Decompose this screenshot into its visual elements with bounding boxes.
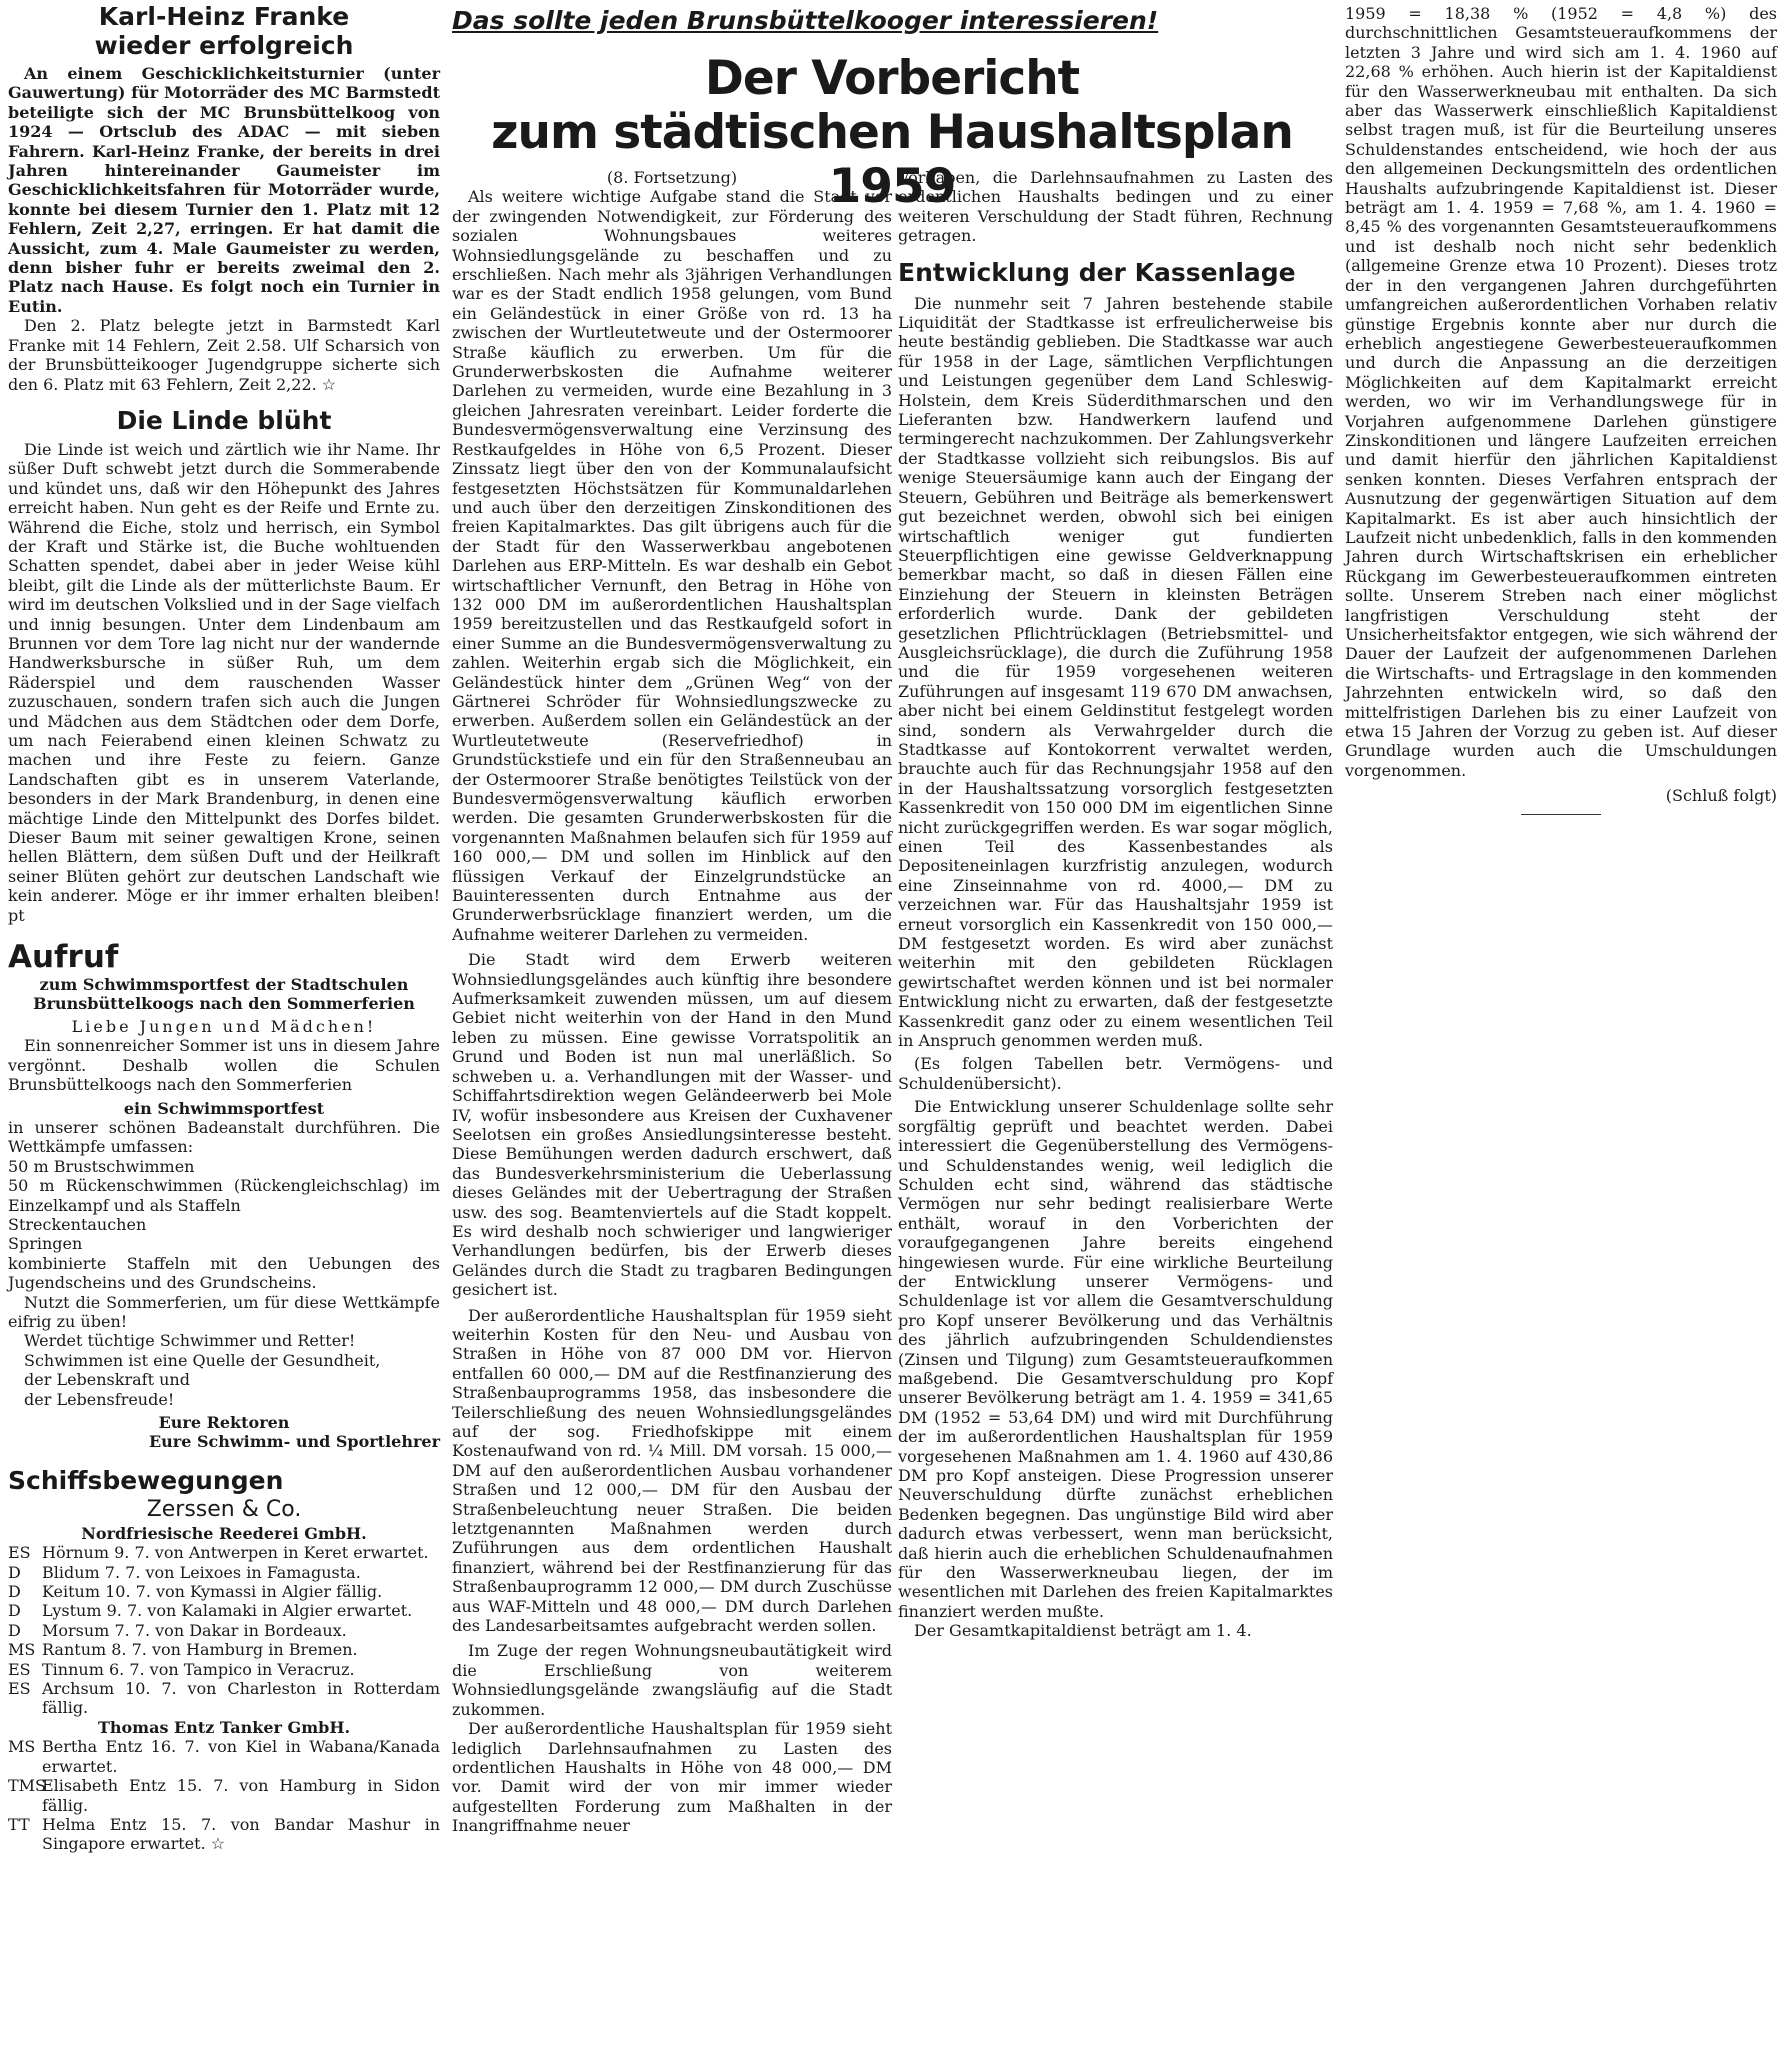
list-item: D Blidum 7. 7. von Leixoes in Famagusta. <box>8 1562 361 1582</box>
list-item: TMS Elisabeth Entz 15. 7. von Hamburg in Sidon fällig. <box>8 1776 440 1815</box>
list-item: 50 m Brustschwimmen <box>8 1156 195 1176</box>
list-item: ES Tinnum 6. 7. von Tampico in Veracruz. <box>8 1659 355 1679</box>
end-rule <box>1521 814 1601 815</box>
aufruf-signature-2: Eure Schwimm- und Sportlehrer <box>148 1432 440 1452</box>
kicker-line: Das sollte jeden Brunsbüttelkooger interessieren! <box>452 6 1159 35</box>
schiffs-company-2: Thomas Entz Tanker GmbH. <box>97 1717 351 1737</box>
article-paragraph: Der außerordentliche Haushaltsplan für 1959 sieht weiterhin Kosten für den Neu- und Ausbau von Straßen in Höhe von 87 000 DM vor. Hiervon entfallen 60 000,— DM auf die Restfinanzierung des Straßenbauprogramms 1958, das insbesondere die Teilerschließung des neuen Wohnsiedlungsgeländes auf der sog. Friedhofskippe mit einem Kostenaufwand von rd. ¼ Mill. DM vorsah. 15 000,— DM auf den außerordentlichen Ausbau vorhandener Straßen und 12 000,— DM für den Ausbau der Straßenbeleuchtung neuer Straßen. Die beiden letztgenannten Maßnahmen werden durch Zuführungen aus dem ordentlichen Haushalt finanziert, während bei der Restfinanzierung für das Straßenbauprogramm 12 000,— DM durch Zuschüsse aus WAF-Mitteln und 48 000,— DM durch Darlehen des Landesarbeitsamtes aufgebracht werden sollen. <box>452 1305 892 1636</box>
headline-line2: zum städtischen Haushaltsplan 1959 <box>491 105 1293 214</box>
article-paragraph: Als weitere wichtige Aufgabe stand die Stadt vor der zwingenden Notwendigkeit, zur Förderung des sozialen Wohnungsbaues weiteres Wohnsiedlungsgelände zu beschaffen und zu erschließen. Nach mehr als 3jährigen Verhandlungen war es der Stadt endlich 1958 gelungen, vom Bund ein Geländestück in einer Größe von rd. 13 ha zwischen der Wurtleutetweute und der Ostermoorer Straße käuflich zu erwerben. Um für die Grunderwerbskosten die Aufnahme weiterer Darlehen zu vermeiden, wurde eine Bezahlung in 3 gleichen Jahresraten vereinbart. Leider forderte die Bundesvermögensverwaltung eine Verzinsung des Restkaufgeldes in Höhe von 6,5 Prozent. Dieser Zinssatz liegt über den von der Kommunalaufsicht festgesetzten Höchstsätzen für Kommunaldarlehen und auch über den derzeitigen Zinskonditionen des freien Kapitalmarktes. Das gilt übrigens auch für die der Stadt für den Wasserwerkbau angebotenen Darlehen aus ERP-Mitteln. Es war deshalb ein Gebot wirtschaftlicher Vernunft, den Betrag in Höhe von 132 000 DM im außerordentlichen Haushaltsplan 1959 bereitzustellen und das Restkaufgeld sofort in einer Summe an die Bundesvermögensverwaltung zu zahlen. Weiterhin ergab sich die Möglichkeit, ein Geländestück hinter dem „Grünen Weg“ von der Gärtnerei Schröder für Wohnsiedlungszwecke zu erwerben. Außerdem sollen ein Geländestück an der Wurtleutetweute (Reservefriedhof) in Grundstückstiefe und ein für den Straßenneubau an der Ostermoorer Straße benötigtes Teilstück von der Bundesvermögensverwaltung käuflich erworben werden. Die gesamten Grunderwerbskosten für die vorgenannten Maßnahmen belaufen sich für 1959 auf 160 000,— DM und sollen im Hinblick auf den flüssigen Verkauf der Einzelgrundstücke an Bauinteressenten durch Entnahme aus der Grunderwerbsrücklage finanziert werden, um die Aufnahme weiterer Darlehen zu vermeiden. <box>452 187 892 944</box>
left-column <box>8 0 440 1854</box>
aufruf-greeting: Liebe Jungen und Mädchen! <box>71 1016 377 1036</box>
franke-headline <box>8 2 440 60</box>
list-item: MS Bertha Entz 16. 7. von Kiel in Wabana/Kanada erwartet. <box>8 1737 440 1776</box>
franke-title-line2: wieder erfolgreich <box>94 31 354 60</box>
article-column-2 <box>898 168 1333 1641</box>
list-item: D Lystum 9. 7. von Kalamaki in Algier erwartet. <box>8 1601 413 1621</box>
aufruf-title: Aufruf <box>8 939 119 976</box>
list-item: TT Helma Entz 15. 7. von Bandar Mashur in Singapore erwartet. ☆ <box>8 1814 440 1854</box>
ship-list-1 <box>8 1543 440 1718</box>
list-item: D Morsum 7. 7. von Dakar in Bordeaux. <box>8 1620 347 1640</box>
article-column-1 <box>452 168 892 1836</box>
table-note: (Es folgen Tabellen betr. Vermögens- und Schuldenübersicht). <box>898 1054 1333 1093</box>
linde-title: Die Linde blüht <box>116 405 332 435</box>
list-item: Streckentauchen <box>8 1214 147 1234</box>
continuation-note: (8. Fortsetzung) <box>606 168 738 187</box>
headline-line1: Der Vorbericht <box>704 51 1080 106</box>
list-item: MS Rantum 8. 7. von Hamburg in Bremen. <box>8 1640 358 1660</box>
aufruf-motto-line: Werdet tüchtige Schwimmer und Retter! <box>24 1331 356 1351</box>
aufruf-intro: Ein sonnenreicher Sommer ist uns in diesem Jahre vergönnt. Deshalb wollen die Schulen Brunsbüttelkoogs nach den Sommerferien <box>8 1036 440 1095</box>
list-item: 50 m Rückenschwimmen (Rückengleichschlag) im Einzelkampf und als Staffeln <box>8 1176 440 1215</box>
section-heading: Entwicklung der Kassenlage <box>898 257 1296 287</box>
aufruf-appeal: Nutzt die Sommerferien, um für diese Wettkämpfe eifrig zu üben! <box>8 1292 440 1331</box>
aufruf-signature-1: Eure Rektoren <box>158 1413 290 1432</box>
continued-note: (Schluß folgt) <box>1665 786 1777 806</box>
article-paragraph: Der außerordentliche Haushaltsplan für 1959 sieht lediglich Darlehnsaufnahmen zu Lasten des ordentlichen Haushalts in Höhe von 48 000,— DM vor. Damit wird der von mir immer wieder aufgestellten Forderung zum Maßhalten in der Inangriffnahme neuer <box>452 1719 892 1836</box>
list-item: Springen <box>8 1234 83 1254</box>
aufruf-discipline-list <box>8 1157 440 1293</box>
linde-body: Die Linde ist weich und zärtlich wie ihr Name. Ihr süßer Duft schwebt jetzt durch die Sommerabende und kündet uns, daß wir den Höhepunkt des Jahres erreicht haben. Nun geht es der Reife und Ernte zu. Während die Eiche, stolz und herrisch, ein Symbol der Kraft und Stärke ist, die Buche wohltuenden Schatten spendet, dabei aber in jeder Weise kühl bleibt, gilt die Linde als der mütterlichste Baum. Er wird im deutschen Volkslied und in der Sage vielfach und innig besungen. Unter dem Lindenbaum am Brunnen vor dem Tore lag nicht nur der wandernde Handwerksbursche in süßer Ruh, um dem Räderspiel und dem rauschenden Wasser zuzuschauen, sondern trafen sich auch die Jungen und Mädchen aus dem Städtchen oder dem Dorfe, um nach Feierabend einen kleinen Schwatz zu machen und ihre Feste zu feiern. Ganze Landschaften gibt es in unserem Vaterlande, besonders in der Mark Brandenburg, in denen eine mächtige Linde den Mittelpunkt des Dorfes bildet. Dieser Baum mit seiner gewaltigen Krone, seinen hellen Blättern, dem süßen Duft und der Heilkraft seiner Blüten gehört zur deutschen Landschaft wie kein anderer. Möge er ihr immer erhalten bleiben! pt <box>8 439 440 925</box>
schiffs-title: Schiffsbewegungen <box>8 1465 284 1495</box>
article-paragraph: Die Stadt wird dem Erwerb weiteren Wohnsiedlungsgeländes auch künftig ihre besondere Aufmerksamkeit zuwenden müssen, um auf diesem Gebiet nicht weiterhin von der Hand in den Mund leben zu müssen. Eine gewisse Vorratspolitik an Grund und Boden ist nun mal unerläßlich. So schweben u. a. Verhandlungen mit der Wasser- und Schiffahrtsdirektion wegen Geländeerwerb bei Mole IV, wofür insbesondere aus Kreisen der Cuxhavener Seelotsen ein großes Ansiedlungsinteresse besteht. Diese Bemühungen werden dadurch erschwert, daß das Bundesverkehrsministerium die Ueberlassung dieses Geländes mit der Uebertragung der Straßen usw. des sog. Beamtenviertels auf die Stadt koppelt. Es wird deshalb noch schwieriger und langwieriger Verhandlungen bedürfen, bis der Erwerb dieses Geländes durch die Stadt zu tragbaren Bedingungen gesichert ist. <box>452 950 892 1300</box>
aufruf-event: ein Schwimmsportfest <box>123 1098 325 1118</box>
article-paragraph: Im Zuge der regen Wohnungsneubautätigkeit wird die Erschließung von weiterem Wohnsiedlungsgelände zwangsläufig auf die Stadt zukommen. <box>452 1641 892 1719</box>
article-paragraph: Der Gesamtkapitaldienst beträgt am 1. 4. <box>914 1621 1252 1641</box>
franke-lead: An einem Geschicklichkeitsturnier (unter Gauwertung) für Motorräder des MC Barmstedt beteiligte sich der MC Brunsbüttelkoog von 1924 — Ortsclub des ADAC — mit sieben Fahrern. Karl-Heinz Franke, der bereits in drei Jahren hintereinander Gaumeister im Geschicklichkeitsfahren für Motorräder wurde, konnte bei diesem Turnier den 1. Platz mit 12 Fehlern, Zeit 2,27, erringen. Er hat damit die Aussicht, zum 4. Male Gaumeister zu werden, denn bisher fuhr er bereits zweimal den 2. Platz nach Hause. Es folgt noch ein Turnier in Eutin. <box>8 64 440 316</box>
list-item: D Keitum 10. 7. von Kymassi in Algier fällig. <box>8 1582 383 1602</box>
aufruf-subtitle: zum Schwimmsportfest der Stadtschulen Brunsbüttelkoogs nach den Sommerferien <box>33 975 415 1014</box>
list-item: kombinierte Staffeln mit den Uebungen des Jugendscheins und des Grundscheins. <box>8 1253 440 1293</box>
article-column-3 <box>1345 4 1777 823</box>
aufruf-motto-line: der Lebensfreude! <box>24 1389 175 1409</box>
article-paragraph: Die Entwicklung unserer Schuldenlage sollte sehr sorgfältig geprüft und beachtet werden. Dabei interessiert die Gegenüberstellung des Vermögens- und Schuldenstandes wenig, weil lediglich die Schulden echt sind, während das städtische Vermögen nur sehr bedingt realisierbare Werte enthält, worauf in den Vorberichten der voraufgegangenen Jahre bereits eingehend hingewiesen wurde. Für eine wirkliche Beurteilung der Entwicklung unserer Vermögens- und Schuldenlage ist vor allem die Gesamtverschuldung pro Kopf unserer Bevölkerung und das Verhältnis des jährlich aufzubringenden Schuldendienstes (Zinsen und Tilgung) zum Gesamtsteueraufkommen maßgebend. Die Gesamtverschuldung pro Kopf unserer Bevölkerung beträgt am 1. 4. 1959 = 341,65 DM (1952 = 53,64 DM) und wird mit Durchführung der im außerordentlichen Haushaltsplan für 1959 vorgesehenen Maßnahmen am 1. 4. 1960 auf 430,86 DM pro Kopf ansteigen. Diese Progression unserer Neuverschuldung dürfte zunächst erheblichen Bedenken begegnen. Das ungünstige Bild wird aber dadurch etwas verbessert, wenn man berücksicht, daß hierin auch die erheblichen Schuldenaufnahmen für den Wasserwerkneubau liegen, der im wesentlichen mit Darlehen des freien Kapitalmarktes finanziert werden mußte. <box>898 1097 1333 1621</box>
franke-title-line1: Karl-Heinz Franke <box>98 2 350 31</box>
aufruf-motto-line: Schwimmen ist eine Quelle der Gesundheit, <box>24 1350 381 1370</box>
aufruf-text: in unserer schönen Badeanstalt durchführen. Die Wettkämpfe umfassen: <box>8 1117 440 1157</box>
schiffs-agent: Zerssen & Co. <box>146 1496 302 1522</box>
aufruf-motto-line: der Lebenskraft und <box>24 1370 190 1390</box>
list-item: ES Hörnum 9. 7. von Antwerpen in Keret erwartet. <box>8 1543 429 1563</box>
ship-list-2 <box>8 1737 440 1853</box>
schiffs-company-1: Nordfriesische Reederei GmbH. <box>81 1523 367 1543</box>
article-paragraph: 1959 = 18,38 % (1952 = 4,8 %) des durchschnittlichen Gesamtsteueraufkommens der letzten 3 Jahre und wird sich am 1. 4. 1960 auf 22,68 % erhöhen. Auch hierin ist der Kapitaldienst für den Wasserwerkneubau mit enthalten. Da sich aber das Wasserwerk einschließlich Kapitaldienst selbst tragen muß, ist für die Beurteilung unseres Schuldenstandes entscheidend, wie hoch der aus den allgemeinen Deckungsmitteln des ordentlichen Haushalts aufzubringende Kapitaldienst ist. Dieser beträgt am 1. 4. 1959 = 7,68 %, am 1. 4. 1960 = 8,45 % des vorgenannten Gesamtsteueraufkommens und ist deshalb noch nicht sehr bedenklich (allgemeine Grenze etwa 10 Prozent). Dieses trotz der in den vergangenen Jahren durchgeführten umfangreichen außerordentlichen Vorhaben relativ günstige Ergebnis konnte aber nur durch die erheblich angestiegene Gewerbesteueraufkommen und durch die Anpassung an die derzeitigen Möglichkeiten auf dem Kapitalmarkt erreicht werden, wo wir im Verhandlungswege für in Vorjahren aufgenommene Darlehen günstigere Zinskonditionen und längere Laufzeiten erreichen und damit hierfür den jährlichen Kapitaldienst senken konnten. Dieses Verfahren entsprach der Ausnutzung der gegenwärtigen Situation auf dem Kapitalmarkt. Es ist aber auch hinsichtlich der Laufzeit nicht unbedenklich, falls in den kommenden Jahren durch Wirtschaftskrisen ein erheblicher Rückgang im Gewerbesteueraufkommen eintreten sollte. Unserem Streben nach einer möglichst langfristigen Verschuldung steht der Unsicherheitsfaktor entgegen, wie sich während der Dauer der Laufzeit der aufgenommenen Darlehen die Wirtschafts- und Ertragslage in den kommenden Jahrzehnten entwickeln wird, so daß den mittelfristigen Darlehen bis zu einer Laufzeit von etwa 15 Jahren der Vorzug zu geben ist. Auf dieser Grundlage wurden auch die Umschuldungen vorgenommen. <box>1345 4 1777 780</box>
article-paragraph: Vorhaben, die Darlehnsaufnahmen zu Lasten des ordentlichen Haushalts bedingen und zu einer weiteren Verschuldung der Stadt führen, Rechnung getragen. <box>898 168 1333 246</box>
list-item: ES Archsum 10. 7. von Charleston in Rotterdam fällig. <box>8 1679 440 1718</box>
franke-body: Den 2. Platz belegte jetzt in Barmstedt Karl Franke mit 14 Fehlern, Zeit 2.58. Ulf Scharsich von der Brunsbütteikooger Jugendgruppe sicherte sich den 6. Platz mit 63 Fehlern, Zeit 2,22. ☆ <box>8 316 440 394</box>
article-paragraph: Die nunmehr seit 7 Jahren bestehende stabile Liquidität der Stadtkasse ist erfreulicherweise bis heute beständig geblieben. Die Stadtkasse war auch für 1958 in der Lage, sämtlichen Verpflichtungen und Leistungen gegenüber dem Land Schleswig-Holstein, dem Kreis Süderdithmarschen und den Lieferanten bzw. Handwerkern laufend und termingerecht nachzukommen. Der Zahlungsverkehr der Stadtkasse vollzieht sich reibungslos. Bis auf wenige Steuersäumige kann auch der Eingang der Steuern, Gebühren und Beiträge als bemerkenswert gut bezeichnet werden, obwohl sich bei einigen wirtschaftlich weniger gut fundierten Steuerpflichtigen eine gewisse Geldverknappung bemerkbar macht, so daß in diesen Fällen eine Einziehung der Steuern in kleinsten Beträgen erforderlich wurde. Dank der gebildeten gesetzlichen Pflichtrücklagen (Betriebsmittel- und Ausgleichsrücklage), die durch die Zuführung 1958 und die für 1959 vorgesehenen weiteren Zuführungen auf insgesamt 119 670 DM anwachsen, aber nicht bei einem Geldinstitut festgelegt worden sind, sondern als Verwahrgelder durch die Stadtkasse auf Kontokorrent verwaltet werden, brauchte auch für das Rechnungsjahr 1958 auf den in der Haushaltssatzung vorsorglich festgesetzten Kassenkredit von 150 000 DM im eigentlichen Sinne nicht zurückgegriffen werden. Es war sogar möglich, einen Teil des Kassenbestandes als Depositeneinlagen kurzfristig anzulegen, wodurch eine Zinseinnahme von rd. 4000,— DM zu verzeichnen war. Für das Haushaltsjahr 1959 ist erneut vorsorglich ein Kassenkredit von 150 000,— DM festgesetzt worden. Es wird aber zunächst weiterhin mit den gebildeten Rücklagen gewirtschaftet werden können und ist bei normaler Entwicklung nicht zu erwarten, daß der festgesetzte Kassenkredit ganz oder zu einem wesentlichen Teil in Anspruch genommen werden muß. <box>898 293 1333 1051</box>
